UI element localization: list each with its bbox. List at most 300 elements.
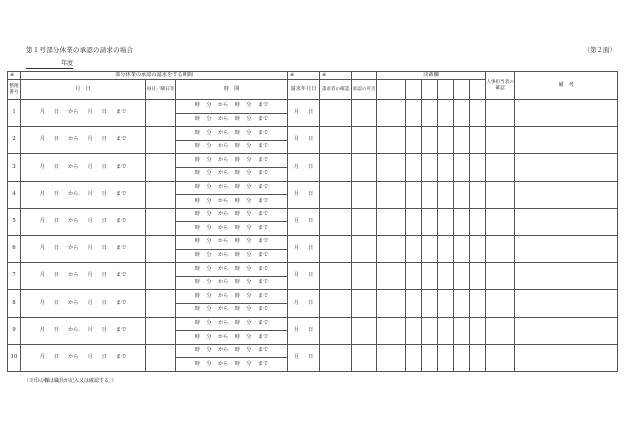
row-number: 9 bbox=[8, 317, 21, 344]
header-mark-left: ※ bbox=[8, 72, 21, 80]
part-text: 分 bbox=[246, 360, 252, 367]
decision-field[interactable] bbox=[438, 181, 454, 208]
part-text: まで bbox=[115, 353, 127, 360]
part-text: まで bbox=[115, 299, 127, 306]
decision-field[interactable] bbox=[377, 235, 406, 262]
part-text: まで bbox=[257, 184, 269, 190]
decision-field[interactable] bbox=[470, 208, 486, 235]
table-row bbox=[8, 208, 618, 222]
request-date-field[interactable] bbox=[288, 181, 320, 208]
part-text: 時 bbox=[194, 211, 200, 218]
part-text: 時 bbox=[234, 347, 240, 354]
time-range-field[interactable] bbox=[176, 249, 288, 263]
date-range-field[interactable] bbox=[21, 127, 146, 154]
part-text: 時 bbox=[234, 306, 240, 313]
part-text: 日 bbox=[308, 163, 314, 170]
time-range-field[interactable] bbox=[176, 195, 288, 209]
hr-confirm-field[interactable] bbox=[486, 344, 515, 371]
decision-field[interactable] bbox=[438, 317, 454, 344]
approval-field[interactable] bbox=[352, 235, 377, 262]
part-text: 分 bbox=[206, 156, 212, 163]
part-text: 分 bbox=[246, 251, 252, 258]
part-text: から bbox=[217, 347, 229, 354]
part-text: 月 bbox=[39, 299, 45, 306]
time-range-field[interactable] bbox=[176, 154, 288, 168]
dow-field[interactable] bbox=[146, 208, 176, 235]
header-row-1 bbox=[8, 72, 618, 80]
part-text: 時 bbox=[234, 333, 240, 340]
decision-field[interactable] bbox=[470, 181, 486, 208]
part-text: 時 bbox=[234, 197, 240, 204]
part-text: 月 bbox=[87, 109, 93, 116]
decision-field[interactable] bbox=[470, 127, 486, 154]
decision-field[interactable] bbox=[470, 235, 486, 262]
decision-field[interactable] bbox=[438, 344, 454, 371]
request-date-field[interactable] bbox=[288, 290, 320, 317]
decision-field[interactable] bbox=[454, 344, 470, 371]
decision-field[interactable] bbox=[438, 100, 454, 127]
remarks-field[interactable] bbox=[515, 263, 618, 290]
part-text: 月 bbox=[87, 272, 93, 279]
remarks-field[interactable] bbox=[515, 344, 618, 371]
part-text: 時 bbox=[234, 129, 240, 136]
part-text: 月 bbox=[39, 326, 45, 333]
decision-field[interactable] bbox=[454, 154, 470, 181]
time-range-field[interactable] bbox=[176, 235, 288, 249]
part-text: 月 bbox=[87, 163, 93, 170]
part-text: 月 bbox=[293, 163, 300, 170]
part-text: 月 bbox=[39, 245, 45, 252]
time-range-field[interactable] bbox=[176, 127, 288, 141]
decision-field[interactable] bbox=[377, 100, 406, 127]
part-text: 日 bbox=[308, 217, 314, 224]
part-text: 日 bbox=[308, 326, 314, 333]
part-text: まで bbox=[115, 245, 127, 252]
decision-field[interactable] bbox=[454, 127, 470, 154]
requester-confirm-field[interactable] bbox=[320, 290, 352, 317]
part-text: 分 bbox=[246, 102, 252, 109]
decision-field[interactable] bbox=[454, 100, 470, 127]
part-text: まで bbox=[257, 319, 269, 326]
remarks-field[interactable] bbox=[515, 181, 618, 208]
request-date-field[interactable] bbox=[288, 344, 320, 371]
part-text: 分 bbox=[206, 251, 212, 258]
part-text: 日 bbox=[101, 217, 107, 224]
part-text: まで bbox=[115, 109, 127, 116]
dow-field[interactable] bbox=[146, 317, 176, 344]
approval-field[interactable] bbox=[352, 100, 377, 127]
part-text: 時 bbox=[194, 319, 200, 326]
part-text: 月 bbox=[87, 299, 93, 306]
decision-field[interactable] bbox=[377, 127, 406, 154]
approval-field[interactable] bbox=[352, 181, 377, 208]
decision-field[interactable] bbox=[454, 263, 470, 290]
time-range-field[interactable] bbox=[176, 208, 288, 222]
decision-field[interactable] bbox=[470, 263, 486, 290]
approval-field[interactable] bbox=[352, 208, 377, 235]
decision-field[interactable] bbox=[377, 317, 406, 344]
requester-confirm-field[interactable] bbox=[320, 127, 352, 154]
date-range-field[interactable] bbox=[21, 208, 146, 235]
time-range-field[interactable] bbox=[176, 331, 288, 345]
time-range-field[interactable] bbox=[176, 358, 288, 372]
part-text: 月 bbox=[293, 190, 300, 197]
part-text: 日 bbox=[101, 136, 107, 143]
decision-field[interactable] bbox=[422, 317, 438, 344]
date-range-field[interactable] bbox=[21, 235, 146, 262]
dow-field[interactable] bbox=[146, 100, 176, 127]
part-text: 分 bbox=[206, 279, 212, 286]
decision-field[interactable] bbox=[422, 100, 438, 127]
date-range-field[interactable] bbox=[21, 290, 146, 317]
time-range-field[interactable] bbox=[176, 167, 288, 181]
part-text: 分 bbox=[246, 184, 252, 190]
date-range-field[interactable] bbox=[21, 181, 146, 208]
decision-field[interactable] bbox=[470, 100, 486, 127]
requester-confirm-field[interactable] bbox=[320, 208, 352, 235]
time-range-field[interactable] bbox=[176, 181, 288, 195]
part-text: から bbox=[217, 292, 229, 299]
decision-field[interactable] bbox=[438, 235, 454, 262]
part-text: 時 bbox=[194, 360, 200, 367]
decision-field[interactable] bbox=[470, 154, 486, 181]
part-text: 月 bbox=[293, 245, 300, 252]
decision-field[interactable] bbox=[377, 263, 406, 290]
part-text: 時 bbox=[234, 116, 240, 123]
part-text: 分 bbox=[206, 102, 212, 109]
part-text: 時 bbox=[194, 265, 200, 272]
part-text: 月 bbox=[293, 109, 300, 116]
decision-field[interactable] bbox=[438, 290, 454, 317]
part-text: 分 bbox=[206, 170, 212, 177]
request-date-field[interactable] bbox=[288, 127, 320, 154]
request-date-field[interactable] bbox=[288, 208, 320, 235]
remarks-field[interactable] bbox=[515, 154, 618, 181]
part-text: 月 bbox=[39, 217, 45, 224]
part-text: 日 bbox=[101, 190, 107, 197]
request-date-field[interactable] bbox=[288, 100, 320, 127]
decision-field[interactable] bbox=[422, 235, 438, 262]
part-text: 時 bbox=[234, 224, 240, 231]
decision-cell-1 bbox=[377, 80, 406, 100]
part-text: 分 bbox=[246, 319, 252, 326]
part-text: 時 bbox=[234, 292, 240, 299]
decision-field[interactable] bbox=[377, 181, 406, 208]
table-row bbox=[8, 127, 618, 141]
part-text: 月 bbox=[293, 272, 300, 279]
decision-field[interactable] bbox=[422, 154, 438, 181]
decision-field[interactable] bbox=[470, 290, 486, 317]
part-text: 時 bbox=[194, 306, 200, 313]
part-text: まで bbox=[257, 129, 269, 136]
requester-confirm-field[interactable] bbox=[320, 181, 352, 208]
part-text: 月 bbox=[39, 163, 45, 170]
time-range-field[interactable] bbox=[176, 276, 288, 290]
decision-cell-2 bbox=[406, 80, 422, 100]
part-text: まで bbox=[257, 197, 269, 204]
part-text: 時 bbox=[194, 224, 200, 231]
part-text: まで bbox=[257, 238, 269, 245]
part-text: 時 bbox=[194, 143, 200, 150]
part-text: 時 bbox=[194, 347, 200, 354]
remarks-field[interactable] bbox=[515, 100, 618, 127]
part-text: 日 bbox=[53, 245, 60, 252]
part-text: 時 bbox=[234, 184, 240, 190]
table-row bbox=[8, 317, 618, 331]
part-text: 月 bbox=[87, 136, 93, 143]
hr-confirm-field[interactable] bbox=[486, 290, 515, 317]
part-text: 時 bbox=[194, 279, 200, 286]
part-text: 時 bbox=[234, 102, 240, 109]
dow-field[interactable] bbox=[146, 235, 176, 262]
approval-field[interactable] bbox=[352, 154, 377, 181]
decision-field[interactable] bbox=[454, 181, 470, 208]
time-range-field[interactable] bbox=[176, 317, 288, 331]
page-label: （第２面） bbox=[583, 46, 616, 54]
decision-field[interactable] bbox=[377, 290, 406, 317]
part-text: 分 bbox=[246, 143, 252, 150]
time-range-field[interactable] bbox=[176, 344, 288, 358]
time-range-field[interactable] bbox=[176, 222, 288, 236]
part-text: 日 bbox=[308, 109, 314, 116]
part-text: 日 bbox=[53, 272, 60, 279]
decision-field[interactable] bbox=[422, 263, 438, 290]
part-text: まで bbox=[257, 251, 269, 258]
decision-field[interactable] bbox=[438, 127, 454, 154]
part-text: 時 bbox=[194, 170, 200, 177]
approval-field[interactable] bbox=[352, 263, 377, 290]
decision-field[interactable] bbox=[406, 127, 422, 154]
time-header: 時 間 bbox=[176, 80, 288, 100]
part-text: 分 bbox=[206, 333, 212, 340]
dow-field[interactable] bbox=[146, 344, 176, 371]
decision-field[interactable] bbox=[454, 290, 470, 317]
part-text: まで bbox=[257, 292, 269, 299]
part-text: 時 bbox=[234, 170, 240, 177]
part-text: まで bbox=[257, 306, 269, 313]
part-text: 分 bbox=[206, 224, 212, 231]
part-text: 日 bbox=[53, 353, 60, 360]
part-text: 時 bbox=[234, 279, 240, 286]
date-range-field[interactable] bbox=[21, 344, 146, 371]
part-text: から bbox=[217, 211, 229, 218]
decision-field[interactable] bbox=[406, 181, 422, 208]
decision-field[interactable] bbox=[406, 235, 422, 262]
decision-field[interactable] bbox=[454, 208, 470, 235]
decision-field[interactable] bbox=[406, 208, 422, 235]
footnote: （※印の欄は職員が記入又は確認する。） bbox=[24, 378, 117, 384]
decision-field[interactable] bbox=[377, 154, 406, 181]
part-text: 時 bbox=[194, 197, 200, 204]
hr-confirm-field[interactable] bbox=[486, 154, 515, 181]
request-date-field[interactable] bbox=[288, 154, 320, 181]
part-text: 時 bbox=[234, 156, 240, 163]
part-text: 時 bbox=[194, 333, 200, 340]
part-text: 分 bbox=[206, 116, 212, 123]
row-number: 1 bbox=[8, 100, 21, 127]
part-text: 時 bbox=[194, 156, 200, 163]
decision-field[interactable] bbox=[406, 344, 422, 371]
date-range-field[interactable] bbox=[21, 317, 146, 344]
request-date-field[interactable] bbox=[288, 317, 320, 344]
remarks-header: 備 考 bbox=[515, 72, 618, 100]
time-range-field[interactable] bbox=[176, 263, 288, 277]
form-title: 第１号部分休業の承認の請求の場合 bbox=[26, 46, 134, 54]
part-text: まで bbox=[257, 211, 269, 218]
part-text: から bbox=[68, 190, 79, 197]
approval-field[interactable] bbox=[352, 290, 377, 317]
part-text: 日 bbox=[53, 190, 60, 197]
request-date-header: 請求年月日 bbox=[288, 80, 320, 100]
part-text: 日 bbox=[101, 272, 107, 279]
part-text: 日 bbox=[101, 299, 107, 306]
date-range-field[interactable] bbox=[21, 100, 146, 127]
approval-field[interactable] bbox=[352, 317, 377, 344]
requester-confirm-field[interactable] bbox=[320, 317, 352, 344]
part-text: 時 bbox=[234, 265, 240, 272]
decision-field[interactable] bbox=[454, 235, 470, 262]
part-text: 日 bbox=[53, 326, 60, 333]
time-range-field[interactable] bbox=[176, 303, 288, 317]
part-text: 月 bbox=[87, 190, 93, 197]
part-text: 月 bbox=[39, 190, 45, 197]
requester-confirm-field[interactable] bbox=[320, 235, 352, 262]
part-text: 分 bbox=[206, 197, 212, 204]
date-range-field[interactable] bbox=[21, 263, 146, 290]
part-text: まで bbox=[257, 360, 269, 367]
hr-confirm-field[interactable] bbox=[486, 235, 515, 262]
remarks-field[interactable] bbox=[515, 235, 618, 262]
part-text: から bbox=[217, 238, 229, 245]
part-text: 日 bbox=[53, 136, 60, 143]
hr-confirm-header: 人事担当者の確認 bbox=[486, 72, 515, 100]
hr-confirm-field[interactable] bbox=[486, 317, 515, 344]
part-text: 月 bbox=[293, 353, 300, 360]
part-text: から bbox=[217, 184, 229, 190]
part-text: から bbox=[68, 245, 79, 252]
decision-field[interactable] bbox=[406, 263, 422, 290]
decision-field[interactable] bbox=[406, 154, 422, 181]
time-range-field[interactable] bbox=[176, 113, 288, 127]
decision-field[interactable] bbox=[454, 317, 470, 344]
part-text: 分 bbox=[246, 129, 252, 136]
decision-field[interactable] bbox=[422, 208, 438, 235]
decision-field[interactable] bbox=[422, 290, 438, 317]
request-date-field[interactable] bbox=[288, 263, 320, 290]
part-text: 時 bbox=[234, 238, 240, 245]
part-text: まで bbox=[115, 190, 127, 197]
hr-confirm-field[interactable] bbox=[486, 208, 515, 235]
part-text: 月 bbox=[87, 353, 93, 360]
dow-field[interactable] bbox=[146, 263, 176, 290]
month-day-header: 月 日 bbox=[21, 80, 146, 100]
decision-field[interactable] bbox=[406, 100, 422, 127]
date-range-field[interactable] bbox=[21, 154, 146, 181]
decision-field[interactable] bbox=[470, 344, 486, 371]
time-range-field[interactable] bbox=[176, 100, 288, 114]
decision-field[interactable] bbox=[470, 317, 486, 344]
part-text: 月 bbox=[293, 326, 300, 333]
decision-field[interactable] bbox=[406, 317, 422, 344]
part-text: 分 bbox=[206, 319, 212, 326]
requester-confirm-field[interactable] bbox=[320, 263, 352, 290]
part-text: 分 bbox=[246, 197, 252, 204]
year-label: 年度 bbox=[61, 60, 74, 67]
part-text: 分 bbox=[206, 143, 212, 150]
part-text: 時 bbox=[194, 129, 200, 136]
part-text: 時 bbox=[194, 116, 200, 123]
request-date-field[interactable] bbox=[288, 235, 320, 262]
part-text: から bbox=[68, 299, 79, 306]
part-text: 日 bbox=[101, 109, 107, 116]
part-text: 時 bbox=[234, 251, 240, 258]
decision-cell-5 bbox=[454, 80, 470, 100]
approval-field[interactable] bbox=[352, 344, 377, 371]
decision-field[interactable] bbox=[422, 181, 438, 208]
decision-field[interactable] bbox=[438, 208, 454, 235]
requester-confirm-field[interactable] bbox=[320, 154, 352, 181]
remarks-field[interactable] bbox=[515, 127, 618, 154]
part-text: 分 bbox=[246, 170, 252, 177]
decision-field[interactable] bbox=[422, 127, 438, 154]
part-text: 分 bbox=[206, 129, 212, 136]
part-text: まで bbox=[115, 217, 127, 224]
time-range-field[interactable] bbox=[176, 140, 288, 154]
dow-field[interactable] bbox=[146, 127, 176, 154]
decision-field[interactable] bbox=[438, 263, 454, 290]
decision-cell-4 bbox=[438, 80, 454, 100]
remarks-field[interactable] bbox=[515, 290, 618, 317]
part-text: 日 bbox=[101, 353, 107, 360]
part-text: 分 bbox=[206, 292, 212, 299]
part-text: から bbox=[217, 251, 229, 258]
row-number: 10 bbox=[8, 344, 21, 371]
row-number: 2 bbox=[8, 127, 21, 154]
decision-cell-3 bbox=[422, 80, 438, 100]
table-row bbox=[8, 263, 618, 277]
table-row bbox=[8, 100, 618, 114]
part-text: 分 bbox=[246, 211, 252, 218]
dow-field[interactable] bbox=[146, 290, 176, 317]
requester-confirm-field[interactable] bbox=[320, 100, 352, 127]
hr-confirm-field[interactable] bbox=[486, 127, 515, 154]
part-text: まで bbox=[115, 163, 127, 170]
requester-confirm-field[interactable] bbox=[320, 344, 352, 371]
dow-field[interactable] bbox=[146, 154, 176, 181]
hr-confirm-field[interactable] bbox=[486, 263, 515, 290]
part-text: から bbox=[217, 102, 229, 109]
remarks-field[interactable] bbox=[515, 317, 618, 344]
table-row bbox=[8, 344, 618, 358]
decision-field[interactable] bbox=[438, 154, 454, 181]
part-text: 日 bbox=[53, 217, 60, 224]
part-text: 分 bbox=[246, 333, 252, 340]
part-text: 分 bbox=[206, 347, 212, 354]
hr-confirm-field[interactable] bbox=[486, 100, 515, 127]
part-text: から bbox=[217, 279, 229, 286]
table-row bbox=[8, 154, 618, 168]
time-range-field[interactable] bbox=[176, 290, 288, 304]
decision-field[interactable] bbox=[377, 208, 406, 235]
decision-field[interactable] bbox=[377, 344, 406, 371]
hr-confirm-field[interactable] bbox=[486, 181, 515, 208]
remarks-field[interactable] bbox=[515, 208, 618, 235]
decision-field[interactable] bbox=[422, 344, 438, 371]
dow-field[interactable] bbox=[146, 181, 176, 208]
part-text: から bbox=[68, 109, 79, 116]
approval-field[interactable] bbox=[352, 127, 377, 154]
decision-field[interactable] bbox=[406, 290, 422, 317]
